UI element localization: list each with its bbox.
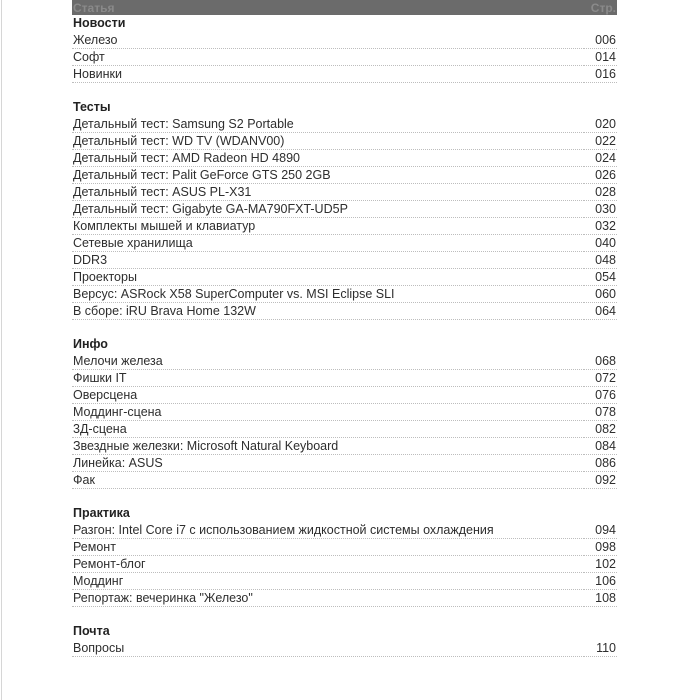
toc-item-title[interactable]: Фак: [73, 473, 95, 487]
table-of-contents: [72, 0, 617, 657]
toc-row-title-wrap: [72, 422, 584, 438]
toc-row-title-wrap: [72, 219, 584, 235]
toc-item-page: 040: [584, 236, 617, 252]
toc-item-title[interactable]: Ремонт-блог: [73, 557, 146, 571]
toc-row[interactable]: [72, 556, 617, 573]
toc-row[interactable]: [72, 590, 617, 607]
toc-item-page: 048: [584, 253, 617, 269]
toc-row[interactable]: [72, 438, 617, 455]
toc-row[interactable]: [72, 573, 617, 590]
toc-row-title-wrap: [72, 134, 584, 150]
toc-row-title-wrap: [72, 456, 584, 472]
toc-row[interactable]: [72, 133, 617, 150]
toc-item-title[interactable]: Софт: [73, 50, 105, 64]
toc-item-title[interactable]: Моддинг-сцена: [73, 405, 162, 419]
toc-item-title[interactable]: Разгон: Intel Core i7 с использованием жидкостной системы охлаждения: [73, 523, 494, 537]
toc-row-title-wrap: [72, 270, 584, 286]
toc-item-title[interactable]: 3Д-сцена: [73, 422, 127, 436]
toc-row-title-wrap: [72, 574, 584, 590]
toc-row-title-wrap: [72, 117, 584, 133]
toc-row[interactable]: [72, 404, 617, 421]
header-article-label: Статья: [73, 1, 115, 15]
header-page-label: Стр.: [590, 1, 616, 15]
section-title: Практика: [73, 506, 130, 520]
toc-item-page: 060: [584, 287, 617, 303]
toc-row-title-wrap: [72, 151, 584, 167]
toc-row[interactable]: [72, 286, 617, 303]
toc-row-title-wrap: [72, 185, 584, 201]
toc-row[interactable]: [72, 116, 617, 133]
toc-row[interactable]: [72, 66, 617, 83]
section-title: Новости: [73, 16, 126, 30]
toc-row-title-wrap: [72, 236, 584, 252]
toc-item-page: 082: [584, 422, 617, 438]
toc-row[interactable]: [72, 421, 617, 438]
toc-row-title-wrap: [72, 50, 584, 66]
toc-item-page: 014: [584, 50, 617, 66]
toc-row[interactable]: [72, 640, 617, 657]
toc-item-page: 030: [584, 202, 617, 218]
toc-row[interactable]: [72, 184, 617, 201]
section-title: Инфо: [73, 337, 108, 351]
toc-row-title-wrap: [72, 641, 584, 657]
toc-item-title[interactable]: Вопросы: [73, 641, 125, 655]
toc-item-title[interactable]: Сетевые хранилища: [73, 236, 193, 250]
toc-row-title-wrap: [72, 253, 584, 269]
toc-item-title[interactable]: Фишки IT: [73, 371, 127, 385]
toc-item-title[interactable]: Детальный тест: WD TV (WDANV00): [73, 134, 285, 148]
toc-row[interactable]: [72, 167, 617, 184]
toc-row[interactable]: [72, 472, 617, 489]
toc-item-title[interactable]: Проекторы: [73, 270, 137, 284]
toc-row[interactable]: [72, 303, 617, 320]
toc-item-title[interactable]: Версус: ASRock X58 SuperComputer vs. MSI Eclipse SLI: [73, 287, 395, 301]
toc-item-page: 028: [584, 185, 617, 201]
toc-row[interactable]: [72, 455, 617, 472]
toc-row[interactable]: [72, 539, 617, 556]
toc-row[interactable]: [72, 269, 617, 286]
toc-item-title[interactable]: Железо: [73, 33, 118, 47]
toc-item-title[interactable]: Комплекты мышей и клавиатур: [73, 219, 256, 233]
toc-item-page: 078: [584, 405, 617, 421]
toc-row[interactable]: [72, 522, 617, 539]
toc-row[interactable]: [72, 252, 617, 269]
section-title: Почта: [73, 624, 110, 638]
toc-row[interactable]: [72, 235, 617, 252]
toc-row-title-wrap: [72, 405, 584, 421]
toc-row-title-wrap: [72, 523, 584, 539]
toc-row[interactable]: [72, 201, 617, 218]
toc-row-title-wrap: [72, 540, 584, 556]
toc-row-title-wrap: [72, 473, 584, 489]
toc-item-page: 022: [584, 134, 617, 150]
toc-item-page: 098: [584, 540, 617, 556]
toc-item-title[interactable]: DDR3: [73, 253, 108, 267]
toc-item-page: 106: [584, 574, 617, 590]
section-gap: [72, 320, 617, 336]
toc-item-page: 026: [584, 168, 617, 184]
toc-row[interactable]: [72, 150, 617, 167]
toc-item-title[interactable]: Моддинг: [73, 574, 124, 588]
toc-item-page: 032: [584, 219, 617, 235]
section-gap: [72, 83, 617, 99]
toc-row[interactable]: [72, 49, 617, 66]
toc-item-page: 006: [584, 33, 617, 49]
section-gap: [72, 607, 617, 623]
toc-row-title-wrap: [72, 202, 584, 218]
toc-row-title-wrap: [72, 371, 584, 387]
section-title: Тесты: [73, 100, 111, 114]
toc-row-title-wrap: [72, 67, 584, 83]
toc-item-title[interactable]: Новинки: [73, 67, 122, 81]
toc-item-page: 092: [584, 473, 617, 489]
toc-sections: [72, 15, 617, 657]
toc-row-title-wrap: [72, 33, 584, 49]
toc-item-page: 072: [584, 371, 617, 387]
toc-item-title[interactable]: Звездные железки: Microsoft Natural Keyboard: [73, 439, 339, 453]
toc-item-page: 020: [584, 117, 617, 133]
toc-row[interactable]: [72, 32, 617, 49]
toc-item-page: 110: [584, 641, 617, 657]
toc-item-page: 054: [584, 270, 617, 286]
toc-row-title-wrap: [72, 287, 584, 303]
toc-item-title[interactable]: Детальный тест: AMD Radeon HD 4890: [73, 151, 300, 165]
toc-item-page: 084: [584, 439, 617, 455]
toc-item-page: 064: [584, 304, 617, 320]
toc-item-page: 102: [584, 557, 617, 573]
toc-row[interactable]: [72, 218, 617, 235]
toc-row-title-wrap: [72, 354, 584, 370]
toc-header: [72, 0, 617, 15]
toc-item-title[interactable]: Детальный тест: Gigabyte GA-MA790FXT-UD5P: [73, 202, 348, 216]
toc-item-page: 024: [584, 151, 617, 167]
toc-row[interactable]: [72, 370, 617, 387]
toc-row-title-wrap: [72, 168, 584, 184]
toc-row-title-wrap: [72, 388, 584, 404]
toc-item-title[interactable]: Детальный тест: ASUS PL-X31: [73, 185, 252, 199]
toc-item-title[interactable]: В сборе: iRU Brava Home 132W: [73, 304, 256, 318]
toc-item-title[interactable]: Мелочи железа: [73, 354, 163, 368]
toc-item-title[interactable]: Детальный тест: Palit GeForce GTS 250 2GB: [73, 168, 331, 182]
toc-row[interactable]: [72, 387, 617, 404]
toc-item-title[interactable]: Линейка: ASUS: [73, 456, 163, 470]
toc-item-page: 094: [584, 523, 617, 539]
toc-item-page: 016: [584, 67, 617, 83]
toc-item-page: 068: [584, 354, 617, 370]
toc-row-title-wrap: [72, 557, 584, 573]
toc-item-page: 108: [584, 591, 617, 607]
section-gap: [72, 489, 617, 505]
toc-row[interactable]: [72, 353, 617, 370]
toc-row-title-wrap: [72, 304, 584, 320]
toc-item-title[interactable]: Ремонт: [73, 540, 116, 554]
toc-item-title[interactable]: Детальный тест: Samsung S2 Portable: [73, 117, 294, 131]
toc-row-title-wrap: [72, 591, 584, 607]
toc-item-title[interactable]: Репортаж: вечеринка "Железо": [73, 591, 253, 605]
toc-item-page: 086: [584, 456, 617, 472]
page-border: [1, 0, 2, 700]
toc-item-page: 076: [584, 388, 617, 404]
toc-item-title[interactable]: Оверсцена: [73, 388, 138, 402]
toc-row-title-wrap: [72, 439, 584, 455]
